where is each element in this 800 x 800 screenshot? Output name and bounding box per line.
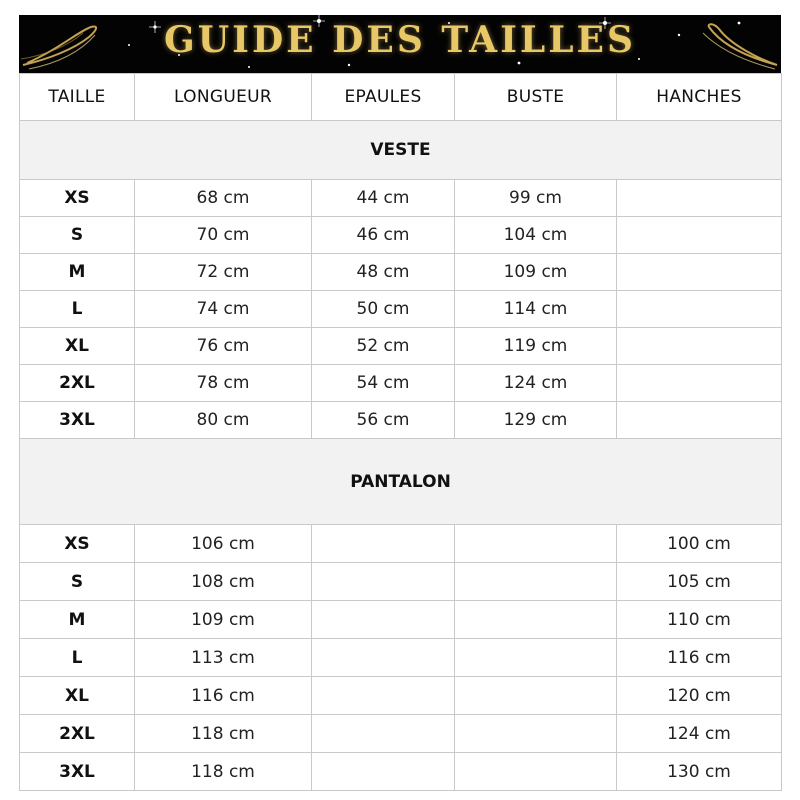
table-row [20, 525, 782, 563]
buste-cell: 114 cm [455, 291, 617, 328]
section-title-pantalon: PANTALON [20, 439, 782, 525]
hanches-cell [617, 180, 782, 217]
size-cell: XL [20, 677, 135, 715]
size-cell: S [20, 217, 135, 254]
buste-cell [455, 639, 617, 677]
title-banner [19, 15, 781, 73]
epaules-cell: 46 cm [312, 217, 455, 254]
epaules-cell [312, 639, 455, 677]
hanches-cell: 100 cm [617, 525, 782, 563]
buste-cell [455, 601, 617, 639]
header-row [20, 74, 782, 121]
header-taille: TAILLE [20, 74, 135, 121]
hanches-cell [617, 217, 782, 254]
longueur-cell: 74 cm [135, 291, 312, 328]
epaules-cell [312, 525, 455, 563]
section-veste [20, 121, 782, 180]
longueur-cell: 70 cm [135, 217, 312, 254]
longueur-cell: 78 cm [135, 365, 312, 402]
epaules-cell: 50 cm [312, 291, 455, 328]
hanches-cell [617, 365, 782, 402]
size-cell: L [20, 639, 135, 677]
hanches-cell [617, 254, 782, 291]
header-longueur: LONGUEUR [135, 74, 312, 121]
size-cell: M [20, 601, 135, 639]
table-row [20, 328, 782, 365]
epaules-cell: 52 cm [312, 328, 455, 365]
buste-cell [455, 525, 617, 563]
buste-cell [455, 753, 617, 791]
epaules-cell: 56 cm [312, 402, 455, 439]
hanches-cell [617, 291, 782, 328]
epaules-cell [312, 677, 455, 715]
epaules-cell [312, 753, 455, 791]
table-row [20, 715, 782, 753]
buste-cell: 99 cm [455, 180, 617, 217]
size-cell: M [20, 254, 135, 291]
size-cell: S [20, 563, 135, 601]
buste-cell: 129 cm [455, 402, 617, 439]
epaules-cell [312, 715, 455, 753]
buste-cell [455, 715, 617, 753]
section-pantalon [20, 439, 782, 525]
buste-cell [455, 563, 617, 601]
longueur-cell: 118 cm [135, 753, 312, 791]
page-title: GUIDE DES TAILLES [163, 19, 636, 61]
buste-cell: 119 cm [455, 328, 617, 365]
epaules-cell [312, 563, 455, 601]
hanches-cell: 124 cm [617, 715, 782, 753]
table-row [20, 601, 782, 639]
table-row [20, 677, 782, 715]
longueur-cell: 76 cm [135, 328, 312, 365]
epaules-cell: 54 cm [312, 365, 455, 402]
header-buste: BUSTE [455, 74, 617, 121]
size-cell: 3XL [20, 402, 135, 439]
table-row [20, 563, 782, 601]
buste-cell: 124 cm [455, 365, 617, 402]
longueur-cell: 109 cm [135, 601, 312, 639]
buste-cell: 104 cm [455, 217, 617, 254]
hanches-cell: 130 cm [617, 753, 782, 791]
epaules-cell [312, 601, 455, 639]
table-row [20, 291, 782, 328]
hanches-cell [617, 328, 782, 365]
size-cell: XS [20, 525, 135, 563]
hanches-cell: 116 cm [617, 639, 782, 677]
table-row [20, 217, 782, 254]
hanches-cell [617, 402, 782, 439]
size-cell: 2XL [20, 715, 135, 753]
longueur-cell: 116 cm [135, 677, 312, 715]
hanches-cell: 110 cm [617, 601, 782, 639]
longueur-cell: 118 cm [135, 715, 312, 753]
hanches-cell: 120 cm [617, 677, 782, 715]
longueur-cell: 68 cm [135, 180, 312, 217]
buste-cell: 109 cm [455, 254, 617, 291]
longueur-cell: 72 cm [135, 254, 312, 291]
epaules-cell: 44 cm [312, 180, 455, 217]
table-row [20, 254, 782, 291]
longueur-cell: 80 cm [135, 402, 312, 439]
size-cell: 2XL [20, 365, 135, 402]
buste-cell [455, 677, 617, 715]
table-row [20, 639, 782, 677]
size-table [19, 73, 782, 791]
size-cell: 3XL [20, 753, 135, 791]
section-title-veste: VESTE [20, 121, 782, 180]
size-cell: XS [20, 180, 135, 217]
longueur-cell: 106 cm [135, 525, 312, 563]
table-row [20, 180, 782, 217]
table-row [20, 402, 782, 439]
epaules-cell: 48 cm [312, 254, 455, 291]
size-cell: L [20, 291, 135, 328]
header-epaules: EPAULES [312, 74, 455, 121]
header-hanches: HANCHES [617, 74, 782, 121]
size-cell: XL [20, 328, 135, 365]
longueur-cell: 108 cm [135, 563, 312, 601]
table-row [20, 753, 782, 791]
longueur-cell: 113 cm [135, 639, 312, 677]
hanches-cell: 105 cm [617, 563, 782, 601]
table-row [20, 365, 782, 402]
